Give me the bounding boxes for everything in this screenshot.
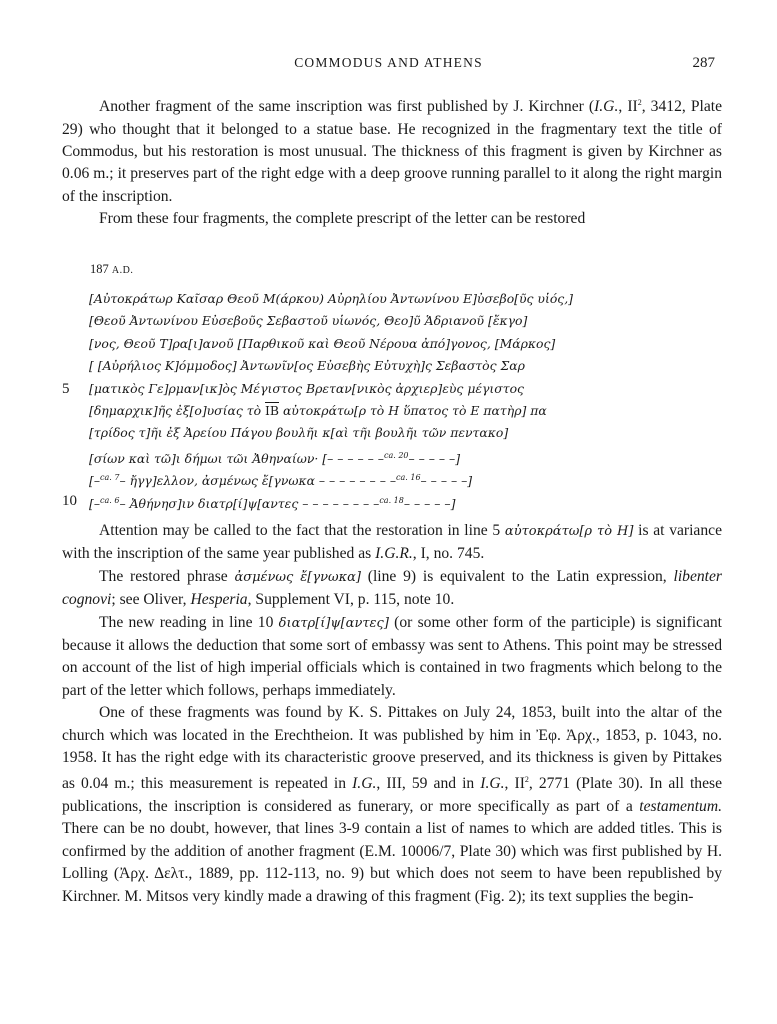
inscription-line: 10 [–$^{ca. 6}$– Ἀθήνησ]ιν διατρ[ί]ψ[αντες – – – – – – – –$^{ca. 18}$– – – – –]: [62, 492, 456, 511]
inscription-line: [τρίδος τ]ῆι ἐξ Ἀρείου Πάγου βουλῆι κ[αὶ τῆι βουλῆι τῶν πεντακο]: [89, 425, 509, 441]
paragraph-3: Attention may be called to the fact that the restoration in line 5 αὐτοκράτω[ρ τὸ Η] is at variance with the inscription of the same year published as I.G.R., I, no. 745.: [62, 522, 722, 563]
inscription-line: [–$^{ca. 7}$– ἤγγ]ελλον, ἀσμένως ἔ[γνωκα – – – – – – – –$^{ca. 16}$– – – – –]: [89, 473, 473, 489]
paragraph-4: The restored phrase ἀσμένως ἔ[γνωκα] (line 9) is equivalent to the Latin expression, libenter cognovi; see Oliver, Hesperia, Supplement VI, p. 115, note 10.: [62, 567, 722, 609]
inscription-line: [σίων καὶ τῶ]ι δήμωι τῶι Ἀθηναίων· [– – – – – –$^{ca. 20}$– – – – –]: [89, 450, 461, 466]
inscription-line: [ [Αὐρήλιος Κ]όμμοδος] Ἀντωνῖν[ος Εὐσεβὴς Εὐτυχὴ]ς Σεβαστὸς Σαρ: [89, 358, 525, 374]
paragraph-6: One of these fragments was found by K. S. Pittakes on July 24, 1853, built into the altar of the church which was located in the Erechtheion. It was published by him in Ἐφ. Ἀρχ., 1853, p. 1043, no. 1958. It has the right edge with its characteristic groove preserved, and its thickness is given by Pittakes as 0.04 m.; this measurement is repeated in I.G., III, 59 and in I.G., $II^2$, 2771 (Plate 30). In all these publications, the inscription is considered as funerary, or more specifically as part of a testamentum. There can be no doubt, however, that lines 3-9 contain a list of names to which are added titles. This is confirmed by the addition of another fragment (E.M. 10006/7, Plate 30) which was first published by H. Lolling (Ἀρχ. Δελτ., 1889, pp. 112-113, no. 9) but which does not seem to have been republished by Kirchner. M. Mitsos very kindly made a drawing of this fragment (Fig. 2); its text supplies the begin-: [62, 704, 722, 905]
running-header: [62, 55, 715, 75]
paragraph-1: Another fragment of the same inscription was first published by J. Kirchner (I.G., $II^2$, 3412, Plate 29) who thought that it belonged to a statue base. He recognized in the fragmentary text the title of Commodus, but his restoration is most unusual. The thickness of this fragment is given by Kirchner as 0.06 m.; it preserves part of the right edge with a deep groove running parallel to it along the right margin of the inscription.: [62, 98, 723, 205]
inscription-date: 187 A.D.: [90, 262, 134, 276]
running-title: COMMODUS AND ATHENS: [294, 55, 483, 70]
inscription-block: [62, 288, 722, 512]
paragraph-2: From these four fragments, the complete prescript of the letter can be restored: [99, 210, 586, 228]
inscription-line: [νος, Θεοῦ Τ]ρα[ι]ανοῦ [Παρθικοῦ καὶ Θεοῦ Νέρουα ἀπό]γονος, [Μάρκος]: [89, 335, 556, 351]
inscription-line: [Αὐτοκράτωρ Καῖσαρ Θεοῦ Μ(άρκου) Αὐρηλίου Ἀντωνίνου Ε]ὐσεβο[ῦς υἱός,]: [89, 291, 573, 306]
inscription-line: [Θεοῦ Ἀντωνίνου Εὐσεβοῦς Σεβαστοῦ υἱωνός, Θεο]ῦ Ἁδριανοῦ [ἔκγο]: [89, 313, 528, 329]
intro-text: [62, 92, 722, 231]
page-number: 287: [692, 55, 715, 71]
inscription-line: [δημαρχικ]ῆς ἐξ[ο]υσίας τὸ $\overline{IB}$ αὐτοκράτω[ρ τὸ Η ὕπατος τὸ Ε πατὴρ] πα: [89, 402, 547, 418]
commentary-text: [62, 520, 722, 908]
inscription-line: 5 [ματικὸς Γε]ρμαν[ικ]ὸς Μέγιστος Βρεταν[νικὸς ἀρχιερ]εὺς μέγιστος: [62, 380, 524, 397]
paragraph-5: The new reading in line 10 διατρ[ί]ψ[αντες] (or some other form of the participle) is significant because it allows the deduction that some sort of embassy was sent to Athens. This point may be stressed on account of the list of high imperial officials which is contained in two fragments which belong to the part of the letter which follows, perhaps immediately.: [62, 613, 722, 699]
